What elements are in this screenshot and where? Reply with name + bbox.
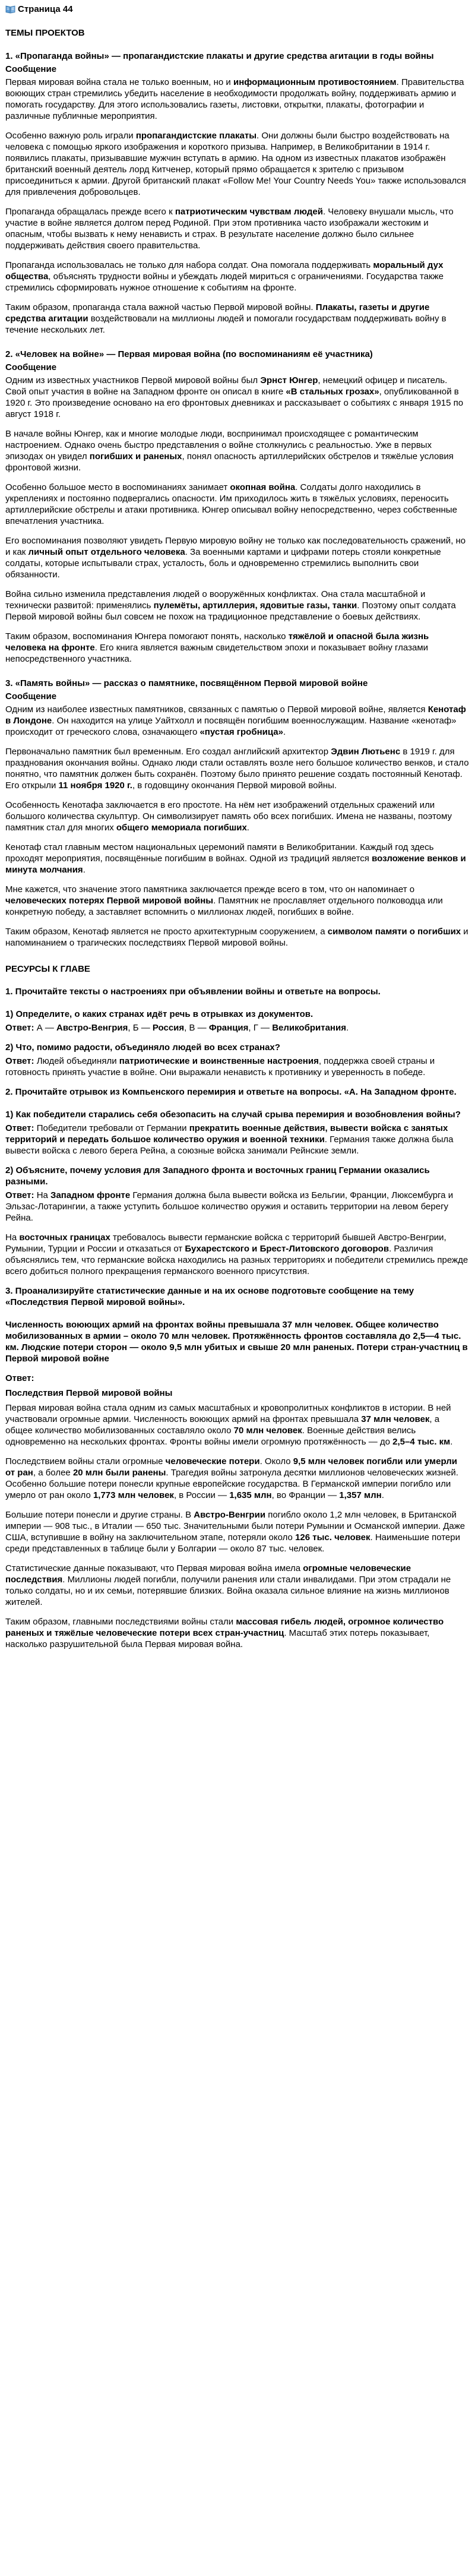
emphasis-text: 9,5 млн человек погибли или умерли от ран [5,1456,457,1478]
text-run: , понял опасность артиллерийских обстрелов и тяжёлые условия фронтовой жизни. [5,451,454,473]
text-run: На [34,1190,51,1200]
paragraph [5,130,469,198]
paragraph [5,1456,469,1501]
project-topic [5,50,469,336]
emphasis-text: «пустая гробница» [200,727,283,737]
paragraph [5,1616,469,1650]
emphasis-text: 11 ноября 1920 г. [58,780,132,791]
statistics-task [5,1285,469,1650]
text-run: , поддержка своей страны и готовность принять участие в войне. Они выражали ненависть к противнику и уверенность в победе. [5,1056,435,1077]
answer-label: Ответ: [5,1373,34,1383]
emphasis-text: 126 тыс. человек [295,1532,370,1543]
emphasis-text: пропагандистские плакаты [135,131,257,141]
text-run: , в годовщину окончания Первой мировой войны. [132,780,337,791]
text-run: . Правительства воюющих стран стремились убедить население в необходимости продолжать войну, поддерживать армию и помогать государству. Для этого использовались газеты, листовки, открытки, плакаты, фотографии и различные публичные мероприятия. [5,77,464,121]
text-run: Таким образом, воспоминания Юнгера помогают понять, насколько [5,631,289,641]
topic-subheading: Сообщение [5,64,57,74]
paragraph [5,302,469,336]
text-run: Война сильно изменила представления людей о вооружённых конфликтах. Она стала масштабной и технически развитой: применялись [5,589,426,611]
text-run: . [246,823,249,833]
task-title: 1. Прочитайте тексты о настроениях при объявлении войны и ответьте на вопросы. [5,987,381,997]
text-run: Кенотаф стал главным местом национальных церемоний памяти в Великобритании. Каждый год здесь проходят мероприятия, посвящённые погибшим в войнах. Одной из традиций является [5,842,434,864]
text-run: А — [34,1023,57,1033]
text-run: Победители требовали от Германии [34,1123,189,1133]
emphasis-text: патриотическим чувствам людей [175,207,323,217]
projects-title: ТЕМЫ ПРОЕКТОВ [5,28,85,38]
answer-continuation [5,1232,469,1277]
projects-section [5,50,469,949]
topic-subheading: Сообщение [5,691,57,701]
resource-task [5,986,469,1078]
text-run: В начале войны Юнгер, как и многие молодые люди, воспринимал происходящее с романтическим настроением. Однако очень быстро представления о войне столкнулись с реальностью. Уже в первых эпизодах он увидел [5,429,432,462]
paragraph [5,746,469,791]
report-title: Последствия Первой мировой войны [5,1388,173,1398]
open-book-icon [5,5,15,14]
text-run: . Его книга является важным свидетельством эпохи и показывает войну глазами непосредственного участника. [5,643,429,664]
text-run: Первая мировая война стала одним из самых масштабных и кровопролитных конфликтов в истории. В ней участвовали огромные армии. Численность воюющих армий на фронтах превышала [5,1403,451,1424]
paragraph [5,1509,469,1554]
emphasis-text: Австро-Венгрия [56,1023,128,1033]
emphasis-text: Плакаты, газеты и другие средства агитации [5,302,430,324]
emphasis-text: 20 млн были ранены [72,1468,166,1478]
emphasis-text: восточных границах [19,1232,110,1243]
statistics-text [5,1319,469,1364]
emphasis-text: Бухарестского и Брест-Литовского договоров [185,1244,390,1254]
emphasis-text: информационным противостоянием [233,77,397,87]
text-run: Таким образом, пропаганда стала важной частью Первой мировой войны. [5,302,316,312]
text-run: . Человеку внушали мысль, что участие в войне является долгом перед Родиной. При этом противника часто изображали жестоким и опасным, чтобы вызвать к нему ненависть и страх. В результате население должно было сильнее поддерживать действия своего правительства. [5,207,454,251]
emphasis-text: Эдвин Лютьенс [331,747,401,757]
question: 1) Определите, о каких странах идёт речь в отрывках из документов. [5,1009,314,1019]
text-run: , а более [33,1468,73,1478]
text-run: Большие потери понесли и другие страны. В [5,1510,194,1520]
paragraph [5,375,469,420]
text-run: Таким образом, Кенотаф является не просто архитектурным сооружением, а [5,927,328,937]
paragraph [5,704,469,738]
text-run: . Солдаты долго находились в укреплениях и постоянно подвергались опасности. Им приходилось жить в тяжёлых условиях, переносить артиллерийские обстрелы и атаки противника. Юнгер описывал войну непосредственно, через собственные впечатления участника. [5,482,457,526]
paragraph [5,482,469,527]
project-topic [5,678,469,949]
emphasis-text: Эрнст Юнгер [260,375,318,385]
text-run: . Поэтому опыт солдата Первой мировой войны был совсем не похож на традиционное представление о боевых действиях. [5,600,456,622]
text-run: Особенно большое место в воспоминаниях занимает [5,482,230,492]
emphasis-text: Франция [208,1023,249,1033]
text-run: . [381,1490,384,1500]
paragraph [5,535,469,580]
emphasis-text: символом памяти о погибших [327,927,461,937]
text-run: . Памятник не прославляет отдельного полководца или конкретную победу, а заставляет вспомнить о миллионах людей, погибших в войне. [5,896,443,917]
answer [5,1123,469,1156]
text-run: Германия должна была вывести войска из Бельгии, Франции, Люксембурга и Эльзас-Лотарингии, а также уступить большое количество оружия и оставить территории на левом берегу Рейна. [5,1190,454,1223]
text-run: . Наименьшие потери среди представленных в таблице были у Болгарии — около 87 тыс. человек. [5,1532,460,1554]
answer-label: Ответ: [5,1190,34,1200]
paragraph [5,1563,469,1608]
emphasis-text: огромные человеческие последствия [5,1563,411,1585]
emphasis-text: массовая гибель людей, огромное количество раненых и тяжёлые человеческие потери всех стран-участниц [5,1617,444,1638]
answer-label: Ответ: [5,1023,34,1033]
text-run: , В — [184,1023,209,1033]
text-run: Последствием войны стали огромные [5,1456,166,1466]
emphasis-text: моральный дух общества [5,260,444,282]
text-run: , опубликованной в 1920 г. Это произведение основано на его фронтовых дневниках и рассказывает о событиях с января 1915 по август 1918 г. [5,387,464,419]
text-run: . Он находится на улице Уайтхолл и посвящён погибшим военнослужащим. Название «кенотаф» происходит от греческого слова, означающего [5,716,457,737]
resource-task [5,1086,469,1277]
text-run: и напоминанием о трагических последствиях Первой мировой войны. [5,927,468,948]
emphasis-text: общего мемориала погибших [116,823,247,833]
text-run: . За военными картами и цифрами потерь стояли конкретные солдаты, которые испытывали страх, усталость, боль и одновременно стремились выполнить свои обязанности. [5,547,441,580]
text-run: . [283,727,286,737]
text-run: . Масштаб этих потерь показывает, насколько разрушительной была Первая мировая война. [5,1628,430,1649]
paragraph [5,799,469,833]
text-run: в 1919 г. для празднования окончания войны. Однако люди стали оставлять возле него большое количество венков, и стало понятно, что памятник должен быть сохранён. Поэтому было принято решение создать постоянный Кенотаф. Его открыли [5,747,469,791]
answer-label: Ответ: [5,1056,34,1066]
emphasis-text: возложение венков и минута молчания [5,854,466,875]
paragraph [5,206,469,251]
text-run: . [346,1023,349,1033]
emphasis-text: окопная война [230,482,296,492]
emphasis-text: прекратить военные действия, вывести войска с занятых территорий и передать большое количество оружия и военной техники [5,1123,448,1145]
text-run: погибло около 1,2 млн человек, в Британской империи — 908 тыс., в Италии — 650 тыс. Значительными были потери Румынии и Османской империи. Даже США, вступившие в войну на заключительном этапе, потеряли около [5,1510,466,1543]
emphasis-text: погибших и раненых [89,451,182,462]
emphasis-text: «В стальных грозах» [286,387,379,397]
text-run: Людей объединяли [34,1056,119,1066]
project-topic [5,349,469,665]
paragraph [5,926,469,949]
text-run: Одним из известных участников Первой мировой войны был [5,375,261,385]
text-run: Особенно важную роль играли [5,131,136,141]
text-run: , Б — [128,1023,153,1033]
paragraph [5,1402,469,1447]
paragraph [5,428,469,473]
report-body [5,1402,469,1650]
text-run: требовалось вывести германские войска с территорий бывшей Австро-Венгрии, Румынии, Турции и России и отказаться от [5,1232,446,1254]
emphasis-text: 37 млн человек [361,1414,430,1424]
text-run: . [450,1437,453,1447]
text-run: Мне кажется, что значение этого памятника заключается прежде всего в том, что он напоминает о [5,884,415,895]
text-run: Особенность Кенотафа заключается в его простоте. На нём нет изображений отдельных сражений или большого количества скульптур. Он символизирует память обо всех погибших. Имена не названы, поэтому памятник стал для многих [5,800,452,833]
emphasis-text: Численность воюющих армий на фронтах войны превышала 37 млн человек. Общее количество мобилизованных в армии – около 70 млн человек. Протяжённость фронтов составляла до 2,5—4 тыс. км. Людские потери сторон — около 9,5 млн убитых и свыше 20 млн раненых. Потери стран-участниц в Первой мировой войне [5,1320,468,1364]
text-run: Таким образом, главными последствиями войны стали [5,1617,236,1627]
question: 1) Как победители старались себя обезопасить на случай срыва перемирия и возобновления войны? [5,1110,461,1120]
paragraph [5,589,469,622]
emphasis-text: Великобритания [272,1023,346,1033]
topic-subheading: Сообщение [5,362,57,372]
paragraph [5,77,469,122]
text-run: . Военные действия велись одновременно на нескольких фронтах. Фронты войны имели огромную протяжённость — до [5,1426,416,1447]
question: 2) Что, помимо радости, объединяло людей во всех странах? [5,1042,280,1052]
paragraph [5,884,469,918]
page-number-label: Страница 44 [18,4,73,14]
answer [5,1022,469,1033]
text-run: , объяснять трудности войны и убеждать людей мириться с ограничениями. Государства также стремились сформировать нужное отношение к событиям на фронте. [5,271,444,293]
text-run: , а общее количество мобилизованных составляло около [5,1414,440,1436]
text-run: . Трагедия войны затронула десятки миллионов человеческих жизней. Особенно большие потери понесли крупные европейские государства. В Германской империи погибло или умерло от ран около [5,1468,458,1500]
emphasis-text: пулемёты, артиллерия, ядовитые газы, танки [153,600,357,611]
resources-title: РЕСУРСЫ К ГЛАВЕ [5,964,90,974]
answer-label: Ответ: [5,1123,34,1133]
topic-title: 2. «Человек на войне» — Первая мировая война (по воспоминаниям её участника) [5,349,373,359]
text-run: . Различия объяснялись тем, что германские войска находились на разных территориях и победители стремились прежде всего добиться полного прекращения германского военного присутствия. [5,1244,468,1276]
text-run: , немецкий офицер и писатель. Свой опыт участия в войне на Западном фронте он описал в книге [5,375,448,397]
text-run: , в России — [173,1490,230,1500]
text-run: , Г — [248,1023,273,1033]
paragraph [5,260,469,293]
emphasis-text: Кенотаф в Лондоне [5,704,466,726]
text-run: . Миллионы людей погибли, получили ранения или стали инвалидами. При этом страдали не только солдаты, но и их семьи, потерявшие близких. Война оказала сильное влияние на жизнь миллионов жителей. [5,1575,451,1607]
emphasis-text: 1,773 млн человек [93,1490,174,1500]
emphasis-text: Австро-Венгрии [194,1510,266,1520]
emphasis-text: Западном фронте [50,1190,131,1200]
paragraph [5,842,469,875]
emphasis-text: человеческие потери [165,1456,260,1466]
emphasis-text: 70 млн человек [233,1426,302,1436]
text-run: Одним из наиболее известных памятников, связанных с памятью о Первой мировой войне, является [5,704,428,715]
text-run: . Германия также должна была вывести войска с левого берега Рейна, а союзные войска занимали Рейнские земли. [5,1134,454,1156]
emphasis-text: Россия [152,1023,185,1033]
emphasis-text: 1,635 млн [229,1490,272,1500]
text-run: воздействовали на миллионы людей и помогали государствам поддерживать войну в течение нескольких лет. [5,314,446,335]
task-title: 2. Прочитайте отрывок из Компьенского перемирия и ответьте на вопросы. «А. На Западном фронте. [5,1087,457,1097]
emphasis-text: личный опыт отдельного человека [28,547,185,557]
text-run: , во Франции — [271,1490,340,1500]
page-header [5,4,469,15]
emphasis-text: патриотические и воинственные настроения [119,1056,319,1066]
tasks-section [5,986,469,1277]
question: 2) Объясните, почему условия для Западного фронта и восточных границ Германии оказались разными. [5,1165,430,1187]
text-run: . [83,865,86,875]
text-run: Пропаганда использовалась не только для набора солдат. Она помогала поддерживать [5,260,373,270]
text-run: Первая мировая война стала не только военным, но и [5,77,233,87]
answer [5,1190,469,1224]
text-run: Пропаганда обращалась прежде всего к [5,207,175,217]
emphasis-text: 1,357 млн [339,1490,382,1500]
text-run: Первоначально памятник был временным. Его создал английский архитектор [5,747,331,757]
answer [5,1055,469,1078]
emphasis-text: тяжёлой и опасной была жизнь человека на фронте [5,631,429,653]
text-run: На [5,1232,20,1243]
text-run: . Они должны были быстро воздействовать на человека с помощью яркого изображения и короткого призыва. Например, в Великобритании в 1914 г. появились плакаты, призывавшие мужчин вступать в армию. На одном из известных плакатов изображён британский военный деятель лорд Китченер, который прямо обращается к зрителю с призывом присоединиться к армии. Другой британский плакат «Follow Me! Your Country Needs You» также использовался для привлечения добровольцев. [5,131,466,197]
text-run: Его воспоминания позволяют увидеть Первую мировую войну не только как последовательность сражений, но и как [5,536,466,557]
task-title: 3. Проанализируйте статистические данные и на их основе подготовьте сообщение на тему «Последствия Первой мировой войны». [5,1286,414,1307]
emphasis-text: человеческих потерях Первой мировой войны [5,896,214,906]
paragraph [5,631,469,665]
topic-title: 3. «Память войны» — рассказ о памятнике, посвящённом Первой мировой войне [5,678,368,688]
text-run: . Около [259,1456,293,1466]
emphasis-text: 2,5–4 тыс. км [392,1437,451,1447]
topic-title: 1. «Пропаганда войны» — пропагандистские плакаты и другие средства агитации в годы войны [5,51,434,61]
text-run: Статистические данные показывают, что Первая мировая война имела [5,1563,303,1573]
